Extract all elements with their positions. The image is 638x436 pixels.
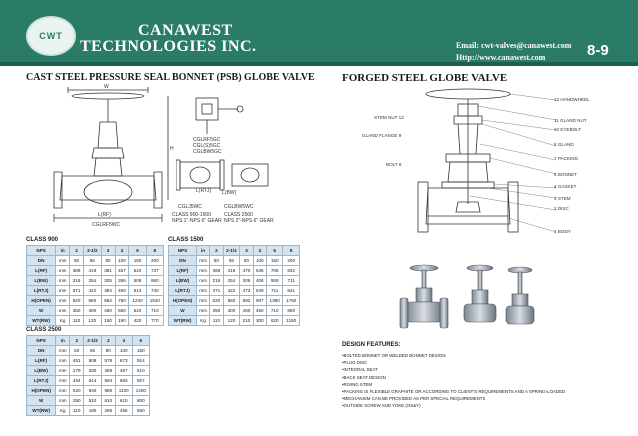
dim-w-label: W <box>104 84 109 90</box>
row-label-cell: H(OPEN) <box>169 296 197 306</box>
table-row <box>27 356 150 366</box>
part-1: 1 BODY <box>554 229 571 234</box>
table-cell: 419 <box>84 266 102 276</box>
table-cell: 280 <box>101 406 115 416</box>
table-cell: 705 <box>266 266 283 276</box>
left-section-title: CAST STEEL PRESSURE SEAL BONNET (PSB) GLOBE VALVE <box>26 72 315 83</box>
table-cell: 210 <box>240 316 253 326</box>
table-cell: Kg <box>56 406 70 416</box>
table-cell: 683 <box>115 376 132 386</box>
table-cell: in <box>56 246 70 256</box>
table-cell: 305 <box>101 276 115 286</box>
table-cell: 6 <box>266 246 283 256</box>
table-cell: 546 <box>253 266 266 276</box>
table-cell: 620 <box>210 296 223 306</box>
table-caption-class-2500: CLASS 2500 <box>26 327 62 333</box>
psb-globe-valve-drawing <box>44 84 174 232</box>
table-cell: mm <box>196 276 209 286</box>
gear-2500-line2: NPS 2"-NPS 6" GEAR <box>224 218 274 224</box>
table-cell: 381 <box>101 266 115 276</box>
table-header-row <box>27 336 150 346</box>
table-cell: 110 <box>70 316 84 326</box>
table-cell: 80 <box>101 346 115 356</box>
model-side-2: CGL(S)5GC <box>193 143 221 149</box>
table-cell: mm <box>56 346 70 356</box>
table-cell: 1750 <box>283 296 300 306</box>
table-cell: 371 <box>210 286 223 296</box>
table-cell: 3 <box>101 246 115 256</box>
table-cell: 368 <box>70 266 84 276</box>
table-cell: mm <box>196 286 209 296</box>
table-cell: 620 <box>266 316 283 326</box>
design-feature-item: • PLUG DISC <box>342 359 622 366</box>
table-cell: 400 <box>223 306 240 316</box>
table-row <box>169 256 300 266</box>
table-cell: 50 <box>70 256 84 266</box>
row-label-cell: L(RF) <box>27 356 56 366</box>
table-cell: 371 <box>70 286 84 296</box>
table-cell: 110 <box>70 406 84 416</box>
model-rtj-label: CGLJ5WC <box>178 204 202 210</box>
table-cell: 110 <box>210 316 223 326</box>
table-caption-class-1500: CLASS 1500 <box>168 237 204 243</box>
table-cell: 65 <box>84 346 102 356</box>
table-row <box>27 286 164 296</box>
table-row <box>27 296 164 306</box>
table-cell: mm <box>196 266 209 276</box>
company-logo <box>20 14 82 58</box>
table-cell: 1240 <box>129 296 146 306</box>
table-row <box>27 406 150 416</box>
table-cell: 737 <box>146 266 163 276</box>
table-cell: mm <box>56 296 70 306</box>
table-cell: 740 <box>146 286 163 296</box>
dim-h-label: H <box>170 146 174 152</box>
part-11: 11 GLAND NUT <box>554 118 587 123</box>
row-label-cell: DN <box>169 256 197 266</box>
spec-table-class-900 <box>26 245 164 326</box>
table-row <box>27 306 164 316</box>
table-cell: 660 <box>223 296 240 306</box>
table-cell: 368 <box>210 266 223 276</box>
table-cell: 711 <box>266 286 283 296</box>
part-8: 8 GLAND <box>554 142 574 147</box>
table-cell: 682 <box>101 296 115 306</box>
gear-operator-drawing <box>190 94 244 138</box>
forged-globe-valve-section-drawing <box>398 84 558 262</box>
table-cell: 368 <box>101 366 115 376</box>
table-cell: 400 <box>84 306 102 316</box>
table-cell: mm <box>56 306 70 316</box>
model-side-3: CGLBW5GC <box>193 149 222 155</box>
table-cell: 422 <box>84 286 102 296</box>
row-label-cell: L(BW) <box>27 276 56 286</box>
dim-l-bw-label: L(BW) <box>222 190 237 196</box>
table-cell: 470 <box>240 266 253 276</box>
table-caption-class-900: CLASS 900 <box>26 237 59 243</box>
part-12: STEM NUT 12 <box>374 115 404 120</box>
table-cell: 80 <box>101 256 115 266</box>
table-cell: 4 <box>115 336 132 346</box>
table-cell: 279 <box>70 366 84 376</box>
part-3: 3 STEM <box>554 196 571 201</box>
table-row <box>27 376 150 386</box>
table-cell: 841 <box>283 286 300 296</box>
design-feature-item: • RISING STEM <box>342 381 622 388</box>
table-cell: 460 <box>253 306 266 316</box>
table-row <box>27 266 164 276</box>
table-cell: 2 <box>70 336 84 346</box>
row-label-cell: DN <box>27 256 56 266</box>
row-label-cell: H(OPEN) <box>27 296 56 306</box>
table-cell: 510 <box>84 396 102 406</box>
table-cell: 216 <box>210 276 223 286</box>
table-cell: 216 <box>70 276 84 286</box>
spec-table-class-1500 <box>168 245 300 326</box>
contact-email[interactable]: Email: cwt-valves@canawest.com <box>456 41 572 50</box>
table-cell: 2-1/2 <box>84 336 102 346</box>
table-cell: 2 <box>210 246 223 256</box>
design-feature-item: • MECHANISM CAN BE PROVIDED AS PER SPECIAL REQUIREMENTS <box>342 395 622 402</box>
table-row <box>27 316 164 326</box>
design-features-list <box>342 352 622 410</box>
table-cell: 100 <box>115 256 129 266</box>
table-cell: 610 <box>129 306 146 316</box>
table-cell: Kg <box>56 316 70 326</box>
table-cell: 800 <box>132 396 149 406</box>
design-feature-item: • BOLTED BONNET OR WELDED BONNET DESIGN <box>342 352 622 359</box>
table-cell: mm <box>56 276 70 286</box>
table-cell: 350 <box>70 396 84 406</box>
table-cell: in <box>56 336 70 346</box>
table-cell: 419 <box>223 266 240 276</box>
table-cell: 514 <box>84 376 102 386</box>
company-name-line2: TECHNOLOGIES INC. <box>80 38 257 55</box>
row-label-cell: NPS <box>27 336 56 346</box>
table-cell: 8 <box>146 246 163 256</box>
table-cell: 2-1/2 <box>223 246 240 256</box>
company-name-line1: CANAWEST <box>138 22 233 39</box>
table-cell: 3 <box>101 336 115 346</box>
table-cell: 120 <box>223 316 240 326</box>
row-label-cell: WT(RW) <box>27 406 56 416</box>
table-cell: 6 <box>129 246 146 256</box>
row-label-cell: H(OPEN) <box>27 386 56 396</box>
row-label-cell: L(BW) <box>27 366 56 376</box>
table-row <box>27 386 150 396</box>
table-cell: 508 <box>129 276 146 286</box>
table-cell: in <box>196 246 209 256</box>
part-7: 7 PACKING <box>554 156 579 161</box>
table-cell: 4 <box>253 246 266 256</box>
row-label-cell: WT(RW) <box>27 316 56 326</box>
row-label-cell: W <box>27 306 56 316</box>
table-cell: mm <box>56 266 70 276</box>
table-cell: 356 <box>115 276 129 286</box>
table-cell: 300 <box>253 316 266 326</box>
design-feature-item: • OUTSIDE SCREW AND YOKE (OS&Y) <box>342 402 622 409</box>
table-cell: 65 <box>84 256 102 266</box>
table-cell: 254 <box>84 276 102 286</box>
gear-1500-line1: CLASS 900-1500 <box>172 212 211 218</box>
design-feature-item: • PACKING IS FLEXIBLE GRAPHITE OR ACCORDING TO CLIENT'S REQUIREMENTS AND A SPRING-LOADED <box>342 388 622 395</box>
table-cell: 473 <box>240 286 253 296</box>
table-cell: 150 <box>266 256 283 266</box>
table-cell: 150 <box>129 256 146 266</box>
row-label-cell: L(RTJ) <box>27 286 56 296</box>
table-cell: 907 <box>253 296 266 306</box>
table-cell: 560 <box>115 306 129 316</box>
table-cell: mm <box>56 376 70 386</box>
part-5: 5 BONNET <box>554 172 577 177</box>
gear-1500-line2: NPS 1"-NPS 6" GEAR <box>172 218 222 224</box>
table-header-row <box>169 246 300 256</box>
table-cell: 610 <box>101 396 115 406</box>
table-cell: 800 <box>283 306 300 316</box>
table-cell: 450 <box>240 306 253 316</box>
row-label-cell: DN <box>27 346 56 356</box>
table-cell: 6 <box>132 336 149 346</box>
table-cell: mm <box>56 286 70 296</box>
table-cell: 770 <box>146 316 163 326</box>
table-cell: 457 <box>115 366 132 376</box>
table-cell: 610 <box>132 366 149 376</box>
table-cell: 549 <box>253 286 266 296</box>
table-cell: 422 <box>223 286 240 296</box>
table-cell: 305 <box>240 276 253 286</box>
table-row <box>169 306 300 316</box>
part-2: 2 DISC <box>554 206 569 211</box>
table-cell: 2 <box>70 246 84 256</box>
table-cell: 465 <box>115 406 132 416</box>
table-cell: 584 <box>101 376 115 386</box>
table-cell: 710 <box>146 306 163 316</box>
table-cell: 914 <box>132 356 149 366</box>
table-cell: 406 <box>253 276 266 286</box>
row-label-cell: L(RTJ) <box>27 376 56 386</box>
table-cell: 450 <box>101 306 115 316</box>
table-cell: 150 <box>132 346 149 356</box>
table-cell: 840 <box>84 386 102 396</box>
table-cell: 790 <box>115 296 129 306</box>
table-row <box>27 256 164 266</box>
table-cell: 692 <box>240 296 253 306</box>
table-cell: 1100 <box>115 386 132 396</box>
table-cell: 200 <box>283 256 300 266</box>
part-9: GLAND FLANGE 9 <box>362 133 402 138</box>
row-label-cell: W <box>169 306 197 316</box>
table-cell: 673 <box>115 356 132 366</box>
table-cell: 550 <box>132 406 149 416</box>
row-label-cell: W <box>27 396 56 406</box>
part-6: BOLT 6 <box>386 162 402 167</box>
table-row <box>27 276 164 286</box>
table-cell: 1380 <box>266 296 283 306</box>
table-cell: 100 <box>115 346 132 356</box>
table-cell: 508 <box>84 356 102 366</box>
table-cell: 50 <box>70 346 84 356</box>
design-feature-item: • BACK SEAT DESIGN <box>342 374 622 381</box>
table-cell: 710 <box>266 306 283 316</box>
table-cell: 330 <box>84 366 102 376</box>
table-row <box>169 296 300 306</box>
table-cell: 180 <box>84 406 102 416</box>
table-cell: 832 <box>283 266 300 276</box>
table-cell: Kg <box>196 316 209 326</box>
table-cell: mm <box>196 296 209 306</box>
row-label-cell: NPS <box>169 246 197 256</box>
table-cell: mm <box>56 386 70 396</box>
dim-l-rtj-label: L(RTJ) <box>196 188 212 194</box>
row-label-cell: L(RF) <box>169 266 197 276</box>
model-bw-label: CGLBW5WC <box>224 204 254 210</box>
row-label-cell: L(BW) <box>169 276 197 286</box>
page-number: 8-9 <box>587 42 609 59</box>
table-cell: 980 <box>101 386 115 396</box>
table-cell: 190 <box>115 316 129 326</box>
table-cell: 610 <box>129 266 146 276</box>
row-label-cell: WT(RW) <box>169 316 197 326</box>
part-10: 10 EYEBOLT <box>554 127 582 132</box>
design-features-title: DESIGN FEATURES: <box>342 342 401 348</box>
table-cell: mm <box>56 356 70 366</box>
model-main-label: CGLRF5WC <box>92 222 121 228</box>
table-cell: mm <box>196 306 209 316</box>
table-cell: 1520 <box>146 296 163 306</box>
table-cell: mm <box>196 256 209 266</box>
row-label-cell: L(RTJ) <box>169 286 197 296</box>
right-section-title: FORGED STEEL GLOBE VALVE <box>342 72 508 84</box>
gear-2500-line1: CLASS 2500 <box>224 212 253 218</box>
spec-table-class-2500 <box>26 335 150 416</box>
table-cell: 254 <box>223 276 240 286</box>
row-label-cell: L(RF) <box>27 266 56 276</box>
table-cell: mm <box>56 366 70 376</box>
table-cell: 2-1/2 <box>84 246 102 256</box>
table-cell: 150 <box>101 316 115 326</box>
table-cell: 1190 <box>283 316 300 326</box>
table-row <box>169 276 300 286</box>
table-cell: 200 <box>146 256 163 266</box>
part-4: 4 GASKET <box>554 184 577 189</box>
contact-website[interactable]: Http://www.canawest.com <box>456 53 546 62</box>
table-row <box>169 266 300 276</box>
table-cell: 4 <box>115 246 129 256</box>
table-cell: 613 <box>129 286 146 296</box>
table-row <box>169 316 300 326</box>
table-cell: 350 <box>210 306 223 316</box>
table-cell: 350 <box>70 306 84 316</box>
table-cell: 80 <box>240 256 253 266</box>
table-cell: 8 <box>283 246 300 256</box>
table-cell: 660 <box>146 276 163 286</box>
table-cell: 100 <box>253 256 266 266</box>
table-cell: 451 <box>70 356 84 366</box>
table-cell: mm <box>56 396 70 406</box>
table-cell: 620 <box>70 386 84 396</box>
table-row <box>27 396 150 406</box>
table-row <box>27 366 150 376</box>
table-cell: mm <box>56 256 70 266</box>
part-13: 13 HANDWHEEL <box>554 97 590 102</box>
table-cell: 384 <box>101 286 115 296</box>
row-label-cell: NPS <box>27 246 56 256</box>
table-cell: 420 <box>129 316 146 326</box>
table-cell: 1400 <box>132 386 149 396</box>
table-cell: 578 <box>101 356 115 366</box>
table-cell: 559 <box>266 276 283 286</box>
table-cell: 454 <box>70 376 84 386</box>
table-cell: 610 <box>115 396 132 406</box>
logo-text: CWT <box>39 31 63 41</box>
table-cell: 711 <box>283 276 300 286</box>
table-cell: 620 <box>70 296 84 306</box>
table-cell: 120 <box>84 316 102 326</box>
table-row <box>169 286 300 296</box>
table-cell: 460 <box>115 286 129 296</box>
model-side-1: CGLRF5GC <box>193 137 221 143</box>
table-cell: 457 <box>115 266 129 276</box>
contact-info <box>456 40 571 64</box>
design-feature-item: • INTEGRAL SEAT <box>342 366 622 373</box>
table-cell: 3 <box>240 246 253 256</box>
table-header-row <box>27 246 164 256</box>
forged-valve-product-photos <box>392 262 542 340</box>
table-row <box>27 346 150 356</box>
table-cell: 927 <box>132 376 149 386</box>
dim-l-rf-label: L(RF) <box>98 212 111 218</box>
table-cell: 65 <box>223 256 240 266</box>
table-cell: 50 <box>210 256 223 266</box>
table-cell: 660 <box>84 296 102 306</box>
